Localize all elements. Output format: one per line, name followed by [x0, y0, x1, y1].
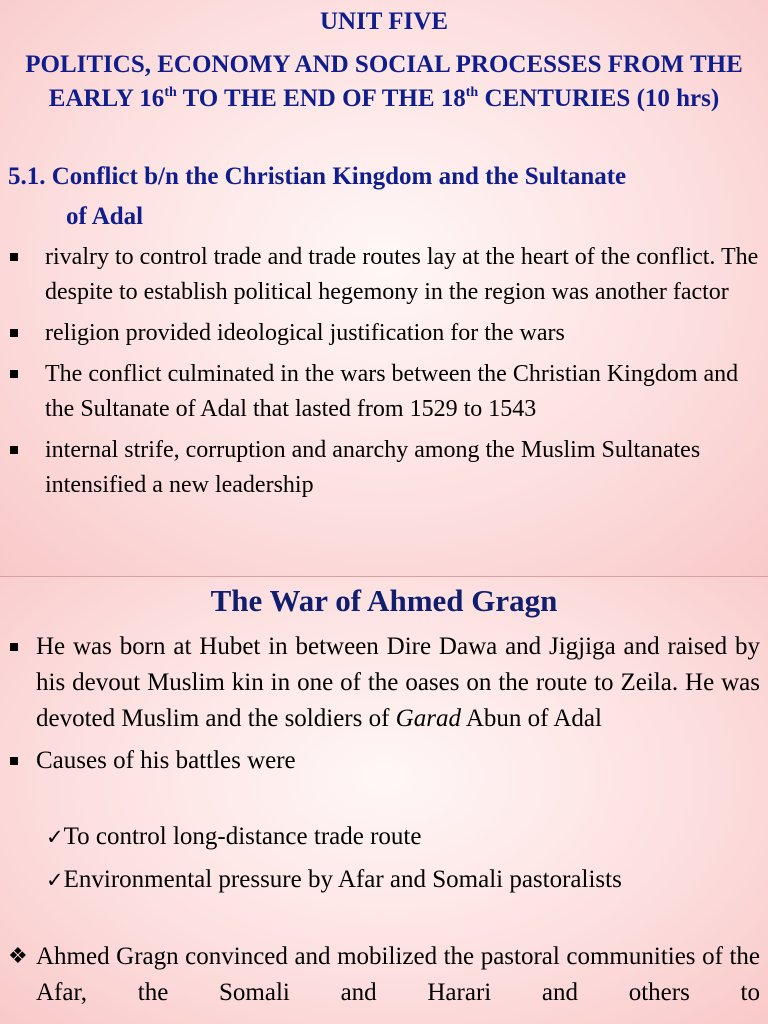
- bullet-text: Causes of his battles were: [36, 747, 296, 774]
- diamond-bullet-icon: ❖: [8, 944, 28, 969]
- square-bullet-icon: [10, 643, 18, 651]
- bullet-text: The conflict culminated in the wars between the Christian Kingdom and the Sultanate of Adal that lasted from 1529 to 1543: [45, 361, 739, 422]
- square-bullet-icon: [10, 253, 18, 261]
- diamond-text: Ahmed Gragn convinced and mobilized the pastoral communities of the Afar, the Somali and Harari and others to: [36, 943, 760, 1006]
- section-heading-line-1: 5.1. Conflict b/n the Christian Kingdom and the Sultanate: [8, 163, 627, 190]
- bullet-text: religion provided ideological justification for the wars: [45, 320, 565, 346]
- bullet-text: internal strife, corruption and anarchy among the Muslim Sultanates intensified a new leadership: [45, 437, 701, 498]
- list-item: [8, 240, 760, 310]
- bullet-text: rivalry to control trade and trade routes lay at the heart of the conflict. The despite to establish political hegemony in the region was another factor: [45, 244, 759, 305]
- section-heading-line-2: of Adal: [66, 203, 144, 230]
- checkmark-icon: ✓: [46, 825, 64, 849]
- list-item: [8, 357, 760, 427]
- square-bullet-icon: [10, 757, 18, 765]
- checkmark-icon: ✓: [46, 868, 64, 892]
- square-bullet-icon: [10, 446, 18, 454]
- unit-title: [20, 48, 748, 116]
- unit-heading: UNIT FIVE: [319, 8, 449, 35]
- unit-title-sup-1: th: [164, 85, 177, 100]
- conflict-bullet-list: [8, 240, 760, 509]
- bullet-text-end: Abun of Adal: [460, 705, 602, 732]
- square-bullet-icon: [10, 370, 18, 378]
- unit-title-sup-2: th: [465, 85, 479, 100]
- list-item: [8, 433, 760, 503]
- check-text: Environmental pressure by Afar and Somali pastoralists: [63, 866, 622, 893]
- gragn-bullet-list: [8, 629, 760, 785]
- slide-war-of-ahmed-gragn: [0, 577, 768, 1024]
- bullet-text: He was born at Hubet in between Dire Dawa and Jigjiga and raised by his devout Muslim kin in one of the oases on the route to Zeila. He was devoted Muslim and the soldiers of: [36, 633, 760, 732]
- bullet-text-italic: Garad: [395, 705, 461, 732]
- check-item: [46, 862, 622, 898]
- square-bullet-icon: [10, 329, 18, 337]
- section-heading: [8, 157, 758, 237]
- check-item: [46, 819, 421, 855]
- check-text: To control long-distance trade route: [63, 823, 422, 850]
- list-item: [8, 743, 760, 779]
- diamond-bullet-item: [8, 939, 760, 1011]
- unit-title-part-b: TO THE END OF THE 18: [176, 85, 466, 112]
- unit-title-part-c: CENTURIES (10 hrs): [478, 85, 720, 112]
- list-item: [8, 316, 760, 351]
- list-item: [8, 629, 760, 737]
- slide-title: The War of Ahmed Gragn: [210, 583, 558, 618]
- unit-title-part-a: POLITICS, ECONOMY AND SOCIAL PROCESSES FROM THE EARLY 16: [25, 51, 743, 112]
